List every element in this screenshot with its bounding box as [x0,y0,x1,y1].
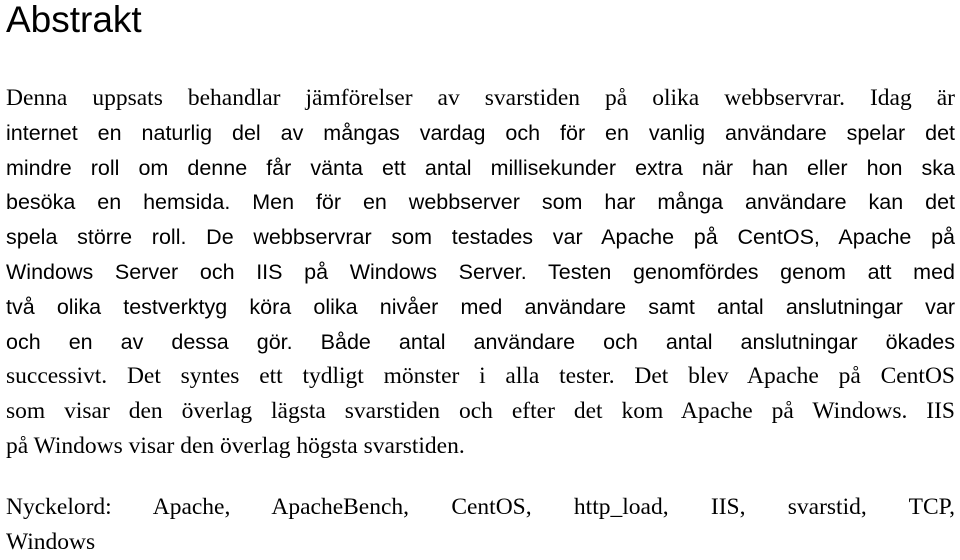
abstract-body [6,81,955,464]
abstract-line: spela större roll. De webbservrar som testades var Apache på CentOS, Apache på [6,225,955,250]
abstract-line: mindre roll om denne får vänta ett antal millisekunder extra när han eller hon ska [6,155,955,180]
abstract-line: internet en naturlig del av mångas vardag och för en vanlig användare spelar det [6,120,955,145]
abstract-line: Denna uppsats behandlar jämförelser av svarstiden på olika webbservrar. Idag är [6,85,955,111]
keywords-line: Nyckelord: Apache, ApacheBench, CentOS, http_load, IIS, svarstid, TCP, [6,494,955,520]
keywords [6,490,955,560]
abstract-line: på Windows visar den överlag högsta svarstiden. [6,432,465,459]
abstract-line: besöka en hemsida. Men för en webbserver som har många användare kan det [6,190,955,215]
abstract-line: som visar den överlag lägsta svarstiden och efter det kom Apache på Windows. IIS [6,398,955,425]
abstract-line: två olika testverktyg köra olika nivåer med användare samt antal anslutningar var [6,294,955,319]
abstract-line: och en av dessa gör. Både antal användare och antal anslutningar ökades [6,329,955,354]
abstract-heading: Abstrakt [6,0,142,40]
keywords-line: Windows [6,528,96,555]
abstract-line: successivt. Det syntes ett tydligt mönster i alla tester. Det blev Apache på CentOS [6,363,955,390]
abstract-line: Windows Server och IIS på Windows Server. Testen genomfördes genom att med [6,259,955,284]
